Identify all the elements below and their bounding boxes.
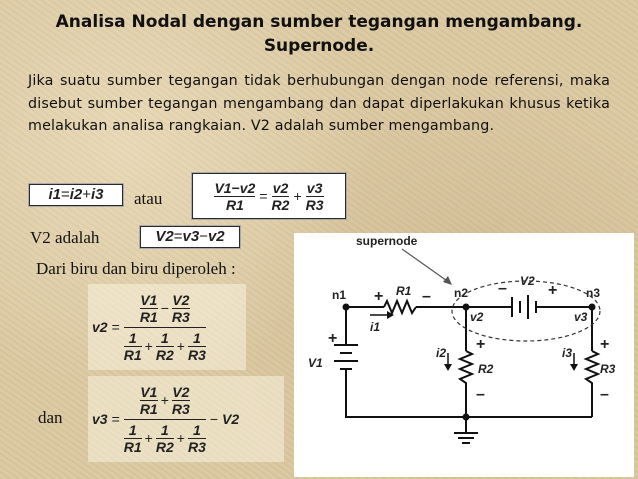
title-line-2: Supernode. bbox=[263, 36, 375, 56]
eq-term: R1 bbox=[225, 196, 244, 213]
supernode-arrow bbox=[402, 249, 450, 283]
supernode-label: supernode bbox=[356, 234, 418, 248]
n2-label: n2 bbox=[454, 286, 469, 300]
frac-bar bbox=[124, 419, 206, 420]
v2-solution-equation bbox=[92, 286, 244, 368]
eq-term: R1 bbox=[139, 308, 158, 325]
big-frac bbox=[124, 292, 206, 363]
frac bbox=[140, 292, 158, 325]
r2-label: R2 bbox=[478, 362, 494, 376]
eq-term: v3 bbox=[182, 228, 200, 245]
eq-term: R3 bbox=[305, 196, 324, 213]
slide-title bbox=[0, 10, 638, 58]
eq-term: V1 bbox=[140, 291, 158, 308]
ground-symbol bbox=[454, 433, 478, 443]
r2-plus: + bbox=[476, 336, 486, 353]
dan-label: dan bbox=[38, 408, 63, 427]
frac-v2-r2 bbox=[272, 180, 290, 213]
eq-term: V1 bbox=[214, 179, 232, 196]
r3-label: R3 bbox=[600, 362, 616, 376]
eq-term: v3 bbox=[92, 411, 108, 427]
eq-term: R3 bbox=[187, 438, 206, 455]
frac bbox=[140, 384, 158, 417]
r1-minus: – bbox=[422, 288, 431, 305]
frac bbox=[172, 292, 190, 325]
eq-sign: = bbox=[60, 186, 70, 203]
eq-term: i3 bbox=[91, 186, 104, 203]
eq-term: R3 bbox=[187, 346, 206, 363]
frac-v3-r3 bbox=[306, 180, 324, 213]
frac bbox=[156, 330, 174, 363]
v2-battery bbox=[512, 295, 546, 319]
intro-paragraph: Jika suatu sumber tegangan tidak berhubungan dengan node referensi, maka disebut sumber tegangan mengambang dan dapat diperlakukan khusus ketika melakukan analisa rangkaian. V2 adalah sumber mengambang. bbox=[28, 73, 610, 135]
v3-solution-equation bbox=[92, 378, 282, 460]
node-n1-dot bbox=[343, 304, 350, 311]
frac bbox=[188, 422, 206, 455]
eq-term: 1 bbox=[128, 421, 137, 438]
dari-biru-label: Dari biru dan biru diperoleh : bbox=[36, 259, 236, 278]
v2-node-label: v2 bbox=[470, 310, 484, 324]
circuit-diagram bbox=[294, 233, 634, 477]
eq-term: 1 bbox=[193, 329, 201, 346]
frac-bar bbox=[124, 327, 206, 328]
eq-sign: + bbox=[160, 392, 169, 408]
n1-label: n1 bbox=[332, 288, 347, 302]
node-bottom-dot bbox=[463, 414, 470, 421]
eq-term: v2 bbox=[207, 228, 225, 245]
v1-label: V1 bbox=[308, 356, 323, 370]
eq-sign: + bbox=[176, 430, 185, 446]
eq-sign: + bbox=[144, 338, 153, 354]
eq-sign: − bbox=[160, 300, 169, 316]
eq-sign: − bbox=[231, 179, 240, 196]
kcl-voltage-equation bbox=[192, 173, 346, 219]
eq-term: v2 bbox=[272, 179, 289, 196]
eq-term: R1 bbox=[123, 346, 142, 363]
frac bbox=[124, 422, 142, 455]
eq-sign: + bbox=[176, 338, 185, 354]
v2-plus: + bbox=[548, 282, 558, 299]
eq-term: R2 bbox=[155, 346, 174, 363]
eq-term: v3 bbox=[306, 179, 323, 196]
v2-source-label: V2 bbox=[520, 274, 535, 288]
eq-term: V2 bbox=[172, 291, 190, 308]
eq-sign: = bbox=[111, 319, 120, 335]
eq-sign: = bbox=[111, 411, 120, 427]
eq-term: V1 bbox=[140, 383, 158, 400]
eq-term: v2 bbox=[239, 179, 256, 196]
frac bbox=[172, 384, 190, 417]
eq-term: R1 bbox=[139, 400, 158, 417]
eq-sign: − bbox=[209, 411, 219, 427]
eq-term: v2 bbox=[92, 319, 108, 335]
title-line-1: Analisa Nodal dengan sumber tegangan mengambang. bbox=[55, 12, 583, 32]
r2-minus: – bbox=[476, 386, 485, 403]
n3-label: n3 bbox=[586, 286, 601, 300]
eq-term: 1 bbox=[128, 329, 137, 346]
v1-plus: + bbox=[328, 330, 338, 347]
i3-label: i3 bbox=[562, 346, 573, 360]
wire-v1-ground bbox=[346, 383, 592, 417]
eq-term: V2 bbox=[172, 383, 190, 400]
eq-term: i1 bbox=[48, 186, 61, 203]
node-n3-dot bbox=[589, 304, 596, 311]
eq-term: R2 bbox=[271, 196, 290, 213]
eq-sign: = bbox=[173, 228, 183, 245]
eq-term: R3 bbox=[171, 400, 190, 417]
eq-sign: + bbox=[293, 188, 302, 204]
frac bbox=[124, 330, 142, 363]
i1-arrow bbox=[370, 311, 394, 319]
supernode-arrowhead bbox=[443, 276, 452, 285]
r3-plus: + bbox=[600, 336, 610, 353]
r1-plus: + bbox=[374, 288, 384, 305]
eq-sign: = bbox=[259, 188, 268, 204]
eq-term: i2 bbox=[69, 186, 83, 203]
eq-term: V2 bbox=[222, 411, 240, 427]
big-frac bbox=[124, 384, 206, 455]
frac bbox=[156, 422, 174, 455]
eq-sign: + bbox=[144, 430, 153, 446]
eq-term: V2 bbox=[155, 228, 174, 245]
eq-sign: + bbox=[82, 186, 92, 203]
eq-term: 1 bbox=[160, 421, 169, 438]
frac bbox=[188, 330, 206, 363]
i1-label: i1 bbox=[370, 320, 381, 334]
i2-label: i2 bbox=[436, 346, 447, 360]
v1-battery bbox=[334, 345, 358, 383]
eq-term: R2 bbox=[155, 438, 174, 455]
r2-resistor bbox=[460, 351, 472, 389]
node-n2-dot bbox=[463, 304, 470, 311]
r3-resistor bbox=[586, 351, 598, 389]
eq-term: 1 bbox=[193, 421, 201, 438]
eq-term: R1 bbox=[123, 438, 142, 455]
eq-term: R3 bbox=[171, 308, 190, 325]
atau-label: atau bbox=[134, 189, 163, 208]
v2-definition-equation bbox=[140, 226, 240, 248]
r3-minus: – bbox=[600, 386, 609, 403]
frac-v1-v2-r1 bbox=[214, 180, 255, 213]
v2-adalah-label: V2 adalah bbox=[30, 228, 100, 247]
eq-sign: − bbox=[199, 228, 208, 245]
eq-term: 1 bbox=[160, 329, 169, 346]
r1-resistor bbox=[384, 301, 416, 313]
kcl-equation bbox=[29, 184, 123, 206]
v2-minus: – bbox=[498, 280, 507, 297]
r1-label: R1 bbox=[396, 284, 412, 298]
v3-node-label: v3 bbox=[574, 310, 588, 324]
